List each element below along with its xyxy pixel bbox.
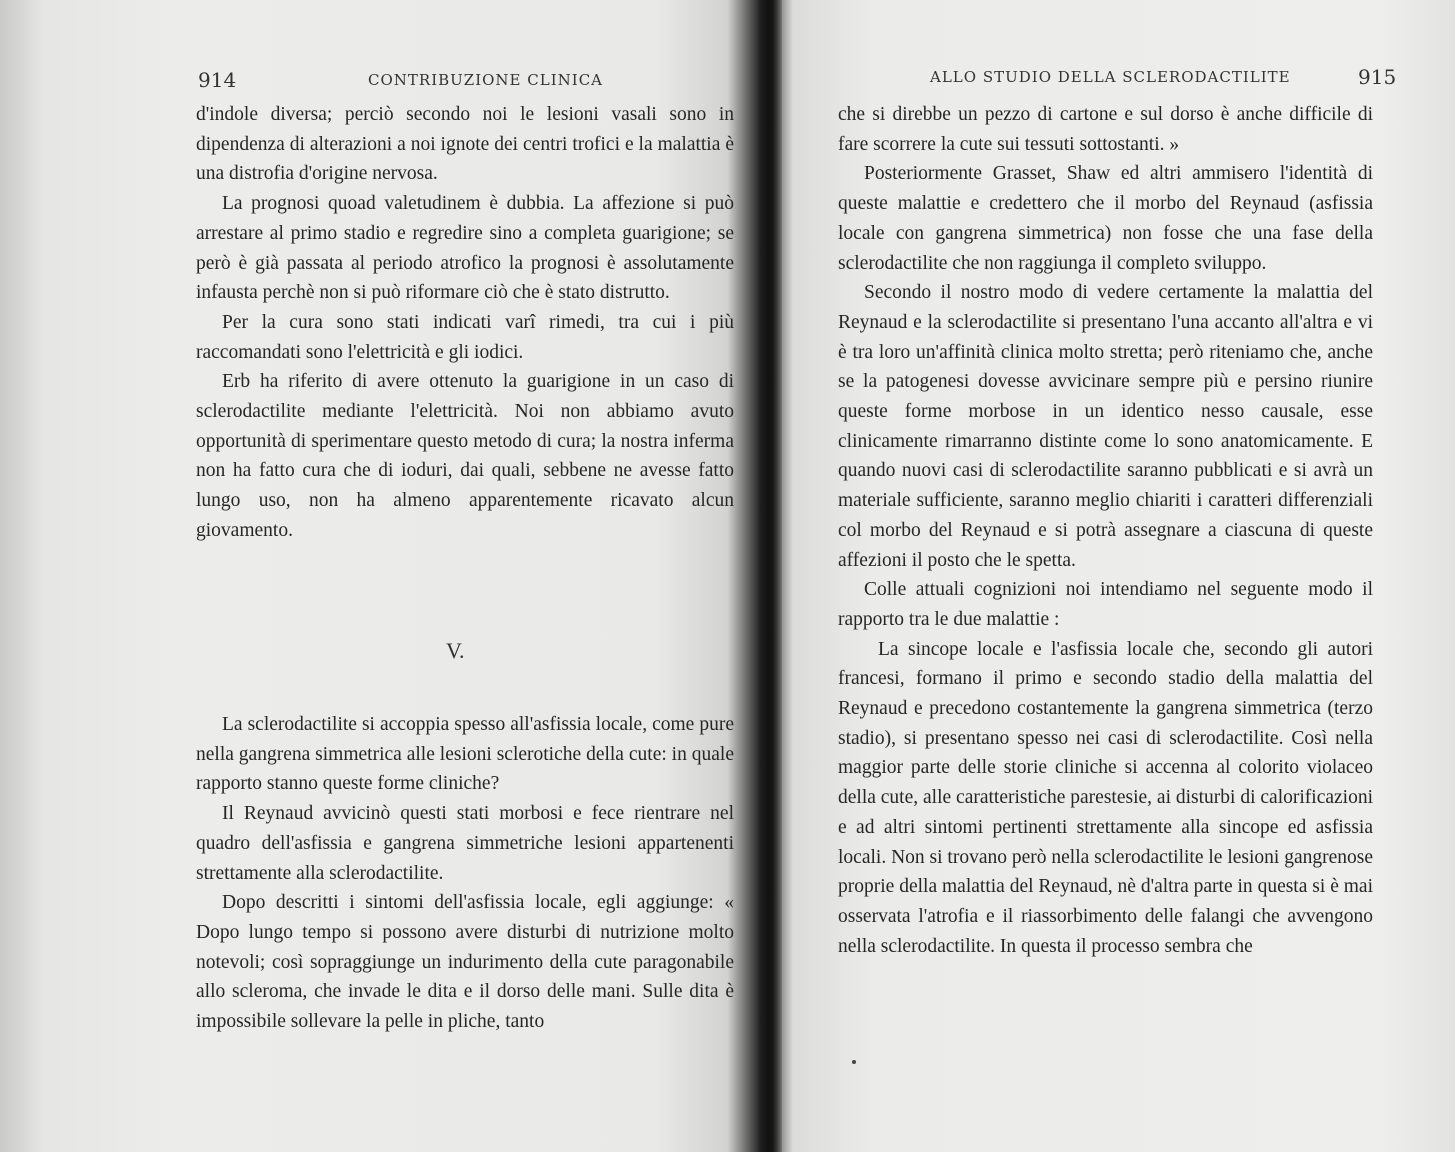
left-running-header [198, 68, 738, 92]
right-page-number: 915 [1358, 65, 1397, 89]
paragraph: La sincope locale e l'asfissia locale che, secondo gli autori francesi, formano il primo e secondo stadio della malattia del Reynaud e precedono costantemente la gangrena simmetrica (terzo stadio), si presentano spesso nei casi di sclerodactilite. Così nella maggior parte delle storie cliniche si accenna al colorito violaceo della cute, alle caratteristiche parestesie, ai disturbi di calorificazioni e ad altri sintomi pertinenti strettamente alla sincope ed asfissia locali. Non si trovano però nella sclerodactilite le lesioni gangrenose proprie della malattia del Reynaud, nè d'altra parte in questa si è mai osservata l'atrofia e il riassorbimento delle falangi che avvengono nella sclerodactilite. In questa il processo sembra che [838, 638, 1373, 957]
right-running-header [930, 65, 1455, 89]
right-text [838, 100, 1373, 961]
paragraph: d'indole diversa; perciò secondo noi le lesioni vasali sono in dipendenza di alterazioni a noi ignote dei centri trofici e la malattia è una distrofia d'origine nervosa. [196, 104, 734, 185]
left-page-number: 914 [198, 68, 237, 92]
paragraph: Colle attuali cognizioni noi intendiamo nel seguente modo il rapporto tra le due malattie : [838, 579, 1373, 630]
right-page [775, 0, 1455, 1152]
left-running-head: CONTRIBUZIONE CLINICA [368, 71, 603, 89]
print-speck [852, 1060, 856, 1064]
left-text-top [196, 100, 734, 546]
right-running-head: ALLO STUDIO DELLA SCLERODACTILITE [930, 68, 1291, 86]
paragraph: che si direbbe un pezzo di cartone e sul dorso è anche difficile di fare scorrere la cute sui tessuti sottostanti. » [838, 104, 1373, 155]
left-text-bottom [196, 710, 734, 1037]
paragraph: La prognosi quoad valetudinem è dubbia. La affezione si può arrestare al primo stadio e regredire sino a completa guarigione; se però è già passata al periodo atrofico la prognosi è assolutamente infausta perchè non si può riformare ciò che è stato distrutto. [196, 193, 734, 304]
paragraph: Dopo descritti i sintomi dell'asfissia locale, egli aggiunge: « Dopo lungo tempo si possono avere disturbi di nutrizione molto notevoli; così sopraggiunge un indurimento della cute paragonabile allo scleroma, che invade le dita e il dorso delle mani. Sulle dita è impossibile sollevare la pelle in pliche, tanto [196, 892, 734, 1033]
paragraph: Secondo il nostro modo di vedere certamente la malattia del Reynaud e la sclerodactilite si presentano l'una accanto all'altra e vi è tra loro un'affinità clinica molto stretta; però riteniamo che, anche se la patogenesi dovesse avvicinare sempre più e persino riunire queste forme morbose in un identico nesso causale, esse clinicamente rimarranno distinte come lo sono anatomicamente. E quando nuovi casi di sclerodactilite saranno pubblicati e si avrà un materiale sufficiente, saranno meglio chiariti i caratteri differenziali col morbo del Reynaud e si potrà assegnare a ciascuna di queste affezioni il posto che le spetta. [838, 282, 1373, 571]
paragraph: Il Reynaud avvicinò questi stati morbosi e fece rientrare nel quadro dell'asfissia e gangrena simmetriche lesioni appartenenti strettamente alla sclerodactilite. [196, 803, 734, 884]
paragraph: Posteriormente Grasset, Shaw ed altri ammisero l'identità di queste malattie e credettero che il morbo del Reynaud (asfissia locale con gangrena simmetrica) non fosse che una fase della sclerodactilite che non raggiunga il completo sviluppo. [838, 163, 1373, 274]
section-heading: V. [446, 638, 465, 663]
paragraph: Erb ha riferito di avere ottenuto la guarigione in un caso di sclerodactilite mediante l'elettricità. Noi non abbiamo avuto opportunità di sperimentare questo metodo di cura; la nostra inferma non ha fatto cura che di ioduri, dai quali, sebbene ne avesse fatto lungo uso, non ha almeno apparentemente ricavato alcun giovamento. [196, 371, 734, 541]
paragraph: La sclerodactilite si accoppia spesso all'asfissia locale, come pure nella gangrena simmetrica alle lesioni sclerotiche della cute: in quale rapporto stanno queste forme cliniche? [196, 714, 734, 795]
paragraph: Per la cura sono stati indicati varî rimedi, tra cui i più raccomandati sono l'elettricità e gli iodici. [196, 311, 734, 363]
